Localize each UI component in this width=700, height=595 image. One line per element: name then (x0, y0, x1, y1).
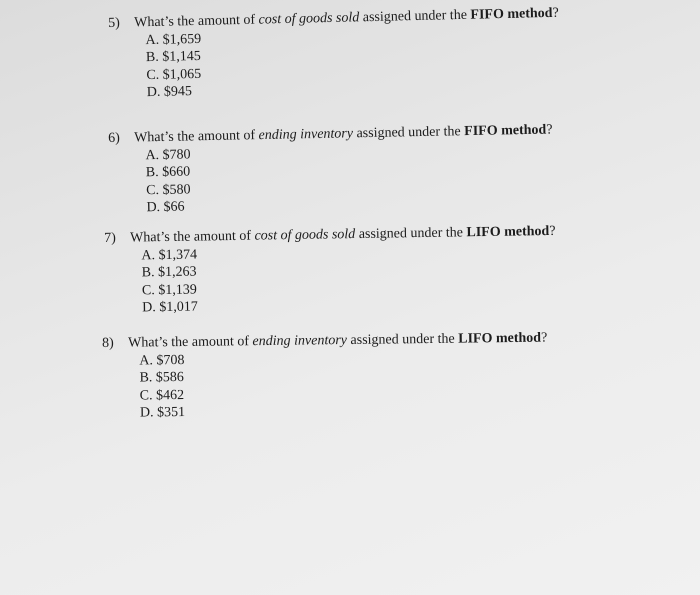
stem-middle: assigned under the (350, 331, 455, 348)
stem-italic-term: ending inventory (252, 333, 348, 350)
question-number: 6) (108, 130, 120, 146)
answer-options (108, 22, 560, 102)
question-5 (108, 5, 561, 103)
answer-option-a: A. $1,659 (145, 31, 202, 48)
stem-method: FIFO method (464, 122, 547, 140)
question-7 (104, 223, 557, 318)
stem-middle: assigned under the (358, 225, 464, 242)
answer-option-d: D. $351 (139, 404, 186, 421)
answer-option-a: A. $708 (139, 352, 185, 369)
stem-middle: assigned under the (356, 124, 461, 142)
question-number: 5) (108, 15, 121, 31)
stem-prefix: What’s the amount of (134, 12, 256, 31)
answer-option-b: B. $1,263 (141, 264, 197, 281)
stem-middle: assigned under the (362, 7, 468, 26)
question-8 (102, 330, 548, 423)
answer-option-d: D. $945 (146, 84, 193, 101)
answer-options (102, 347, 548, 422)
stem-prefix: What’s the amount of (134, 128, 256, 146)
answer-option-d: D. $66 (146, 199, 185, 216)
stem-prefix: What’s the amount of (128, 334, 250, 351)
stem-italic-term: cost of goods sold (254, 227, 356, 244)
answer-options (108, 139, 554, 218)
stem-method: LIFO method (466, 224, 550, 241)
answer-option-a: A. $780 (145, 146, 191, 163)
stem-suffix: ? (552, 5, 559, 21)
question-number: 8) (102, 335, 114, 351)
stem-suffix: ? (546, 122, 553, 138)
answer-option-c: C. $580 (146, 181, 191, 198)
answer-option-a: A. $1,374 (141, 247, 198, 263)
stem-prefix: What’s the amount of (130, 228, 252, 246)
answer-option-c: C. $1,139 (141, 282, 197, 298)
answer-option-c: C. $462 (139, 387, 185, 404)
answer-option-b: B. $586 (139, 370, 184, 386)
question-number: 7) (104, 230, 116, 246)
stem-method: LIFO method (458, 330, 542, 347)
stem-suffix: ? (549, 223, 556, 240)
answer-option-b: B. $660 (145, 164, 191, 181)
stem-italic-term: ending inventory (258, 126, 354, 144)
answer-options (104, 240, 556, 317)
question-6 (108, 121, 554, 217)
answer-option-c: C. $1,065 (146, 66, 202, 83)
stem-method: FIFO method (470, 5, 553, 23)
answer-option-b: B. $1,145 (145, 48, 201, 66)
answer-option-d: D. $1,017 (142, 299, 198, 316)
stem-italic-term: cost of goods sold (258, 10, 360, 28)
stem-suffix: ? (540, 330, 548, 346)
